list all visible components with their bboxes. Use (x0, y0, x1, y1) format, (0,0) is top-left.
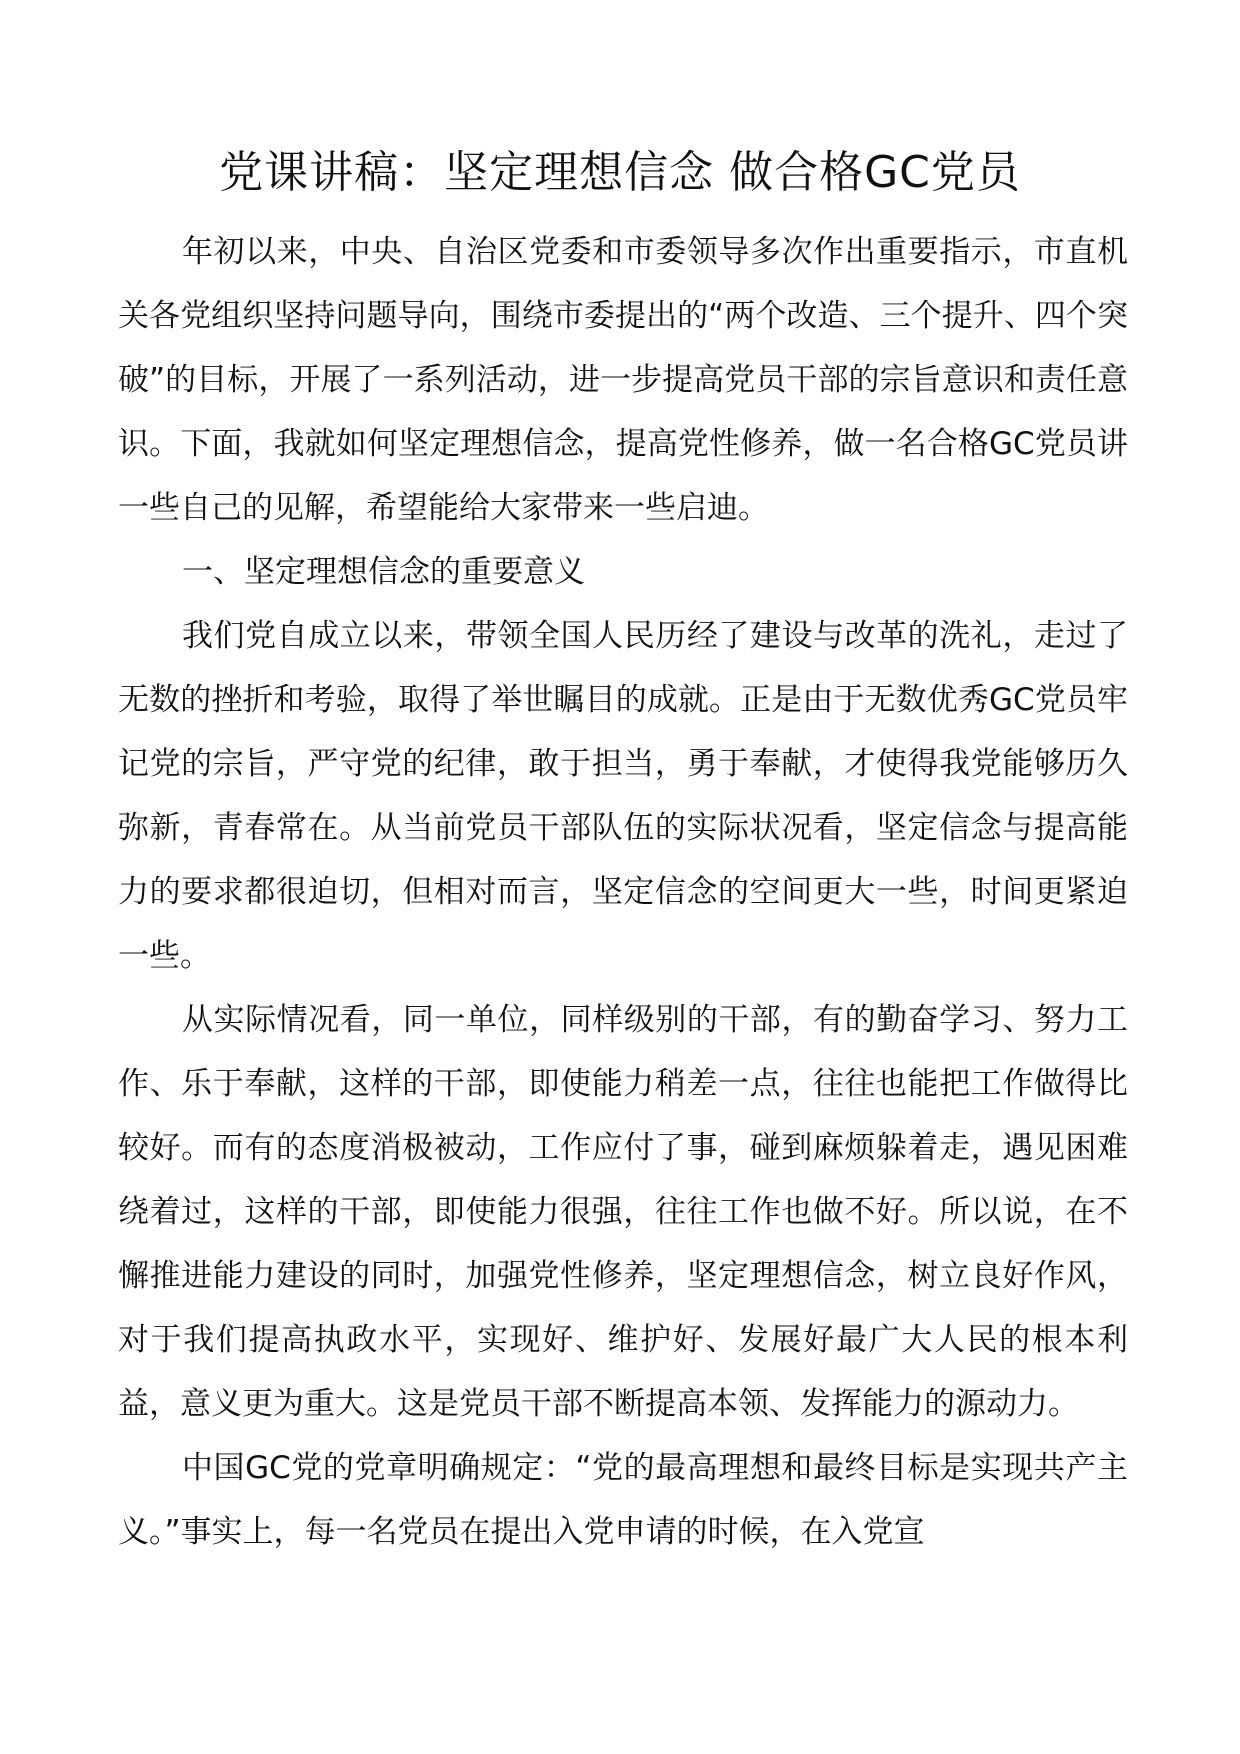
paragraph-constitution: 中国GC党的党章明确规定：“党的最高理想和最终目标是实现共产主义。”事实上，每一名党员在提出入党申请的时候，在入党宣 (118, 1450, 1128, 1550)
paragraph-history: 我们党自成立以来，带领全国人民历经了建设与改革的洗礼，走过了无数的挫折和考验，取得了举世瞩目的成就。正是由于无数优秀GC党员牢记党的宗旨，严守党的纪律，敢于担当，勇于奉献，才使得我党能够历久弥新，青春常在。从当前党员干部队伍的实际状况看，坚定信念与提高能力的要求都很迫切，但相对而言，坚定信念的空间更大一些，时间更紧迫一些。 (118, 618, 1128, 974)
paragraph-intro: 年初以来，中央、自治区党委和市委领导多次作出重要指示，市直机关各党组织坚持问题导向，围绕市委提出的“两个改造、三个提升、四个突破”的目标，开展了一系列活动，进一步提高党员干部的宗旨意识和责任意识。下面，我就如何坚定理想信念，提高党性修养，做一名合格GC党员讲一些自己的见解，希望能给大家带来一些启迪。 (118, 234, 1128, 526)
document-title: 党课讲稿：坚定理想信念 做合格GC党员 (219, 147, 1021, 198)
section-heading-1: 一、坚定理想信念的重要意义 (182, 554, 585, 590)
document-body (118, 220, 1128, 1564)
paragraph-practice: 从实际情况看，同一单位，同样级别的干部，有的勤奋学习、努力工作、乐于奉献，这样的干部，即使能力稍差一点，往往也能把工作做得比较好。而有的态度消极被动，工作应付了事，碰到麻烦躲着走，遇见困难绕着过，这样的干部，即使能力很强，往往工作也做不好。所以说，在不懈推进能力建设的同时，加强党性修养，坚定理想信念，树立良好作风，对于我们提高执政水平，实现好、维护好、发展好最广大人民的根本利益，意义更为重大。这是党员干部不断提高本领、发挥能力的源动力。 (118, 1002, 1128, 1422)
